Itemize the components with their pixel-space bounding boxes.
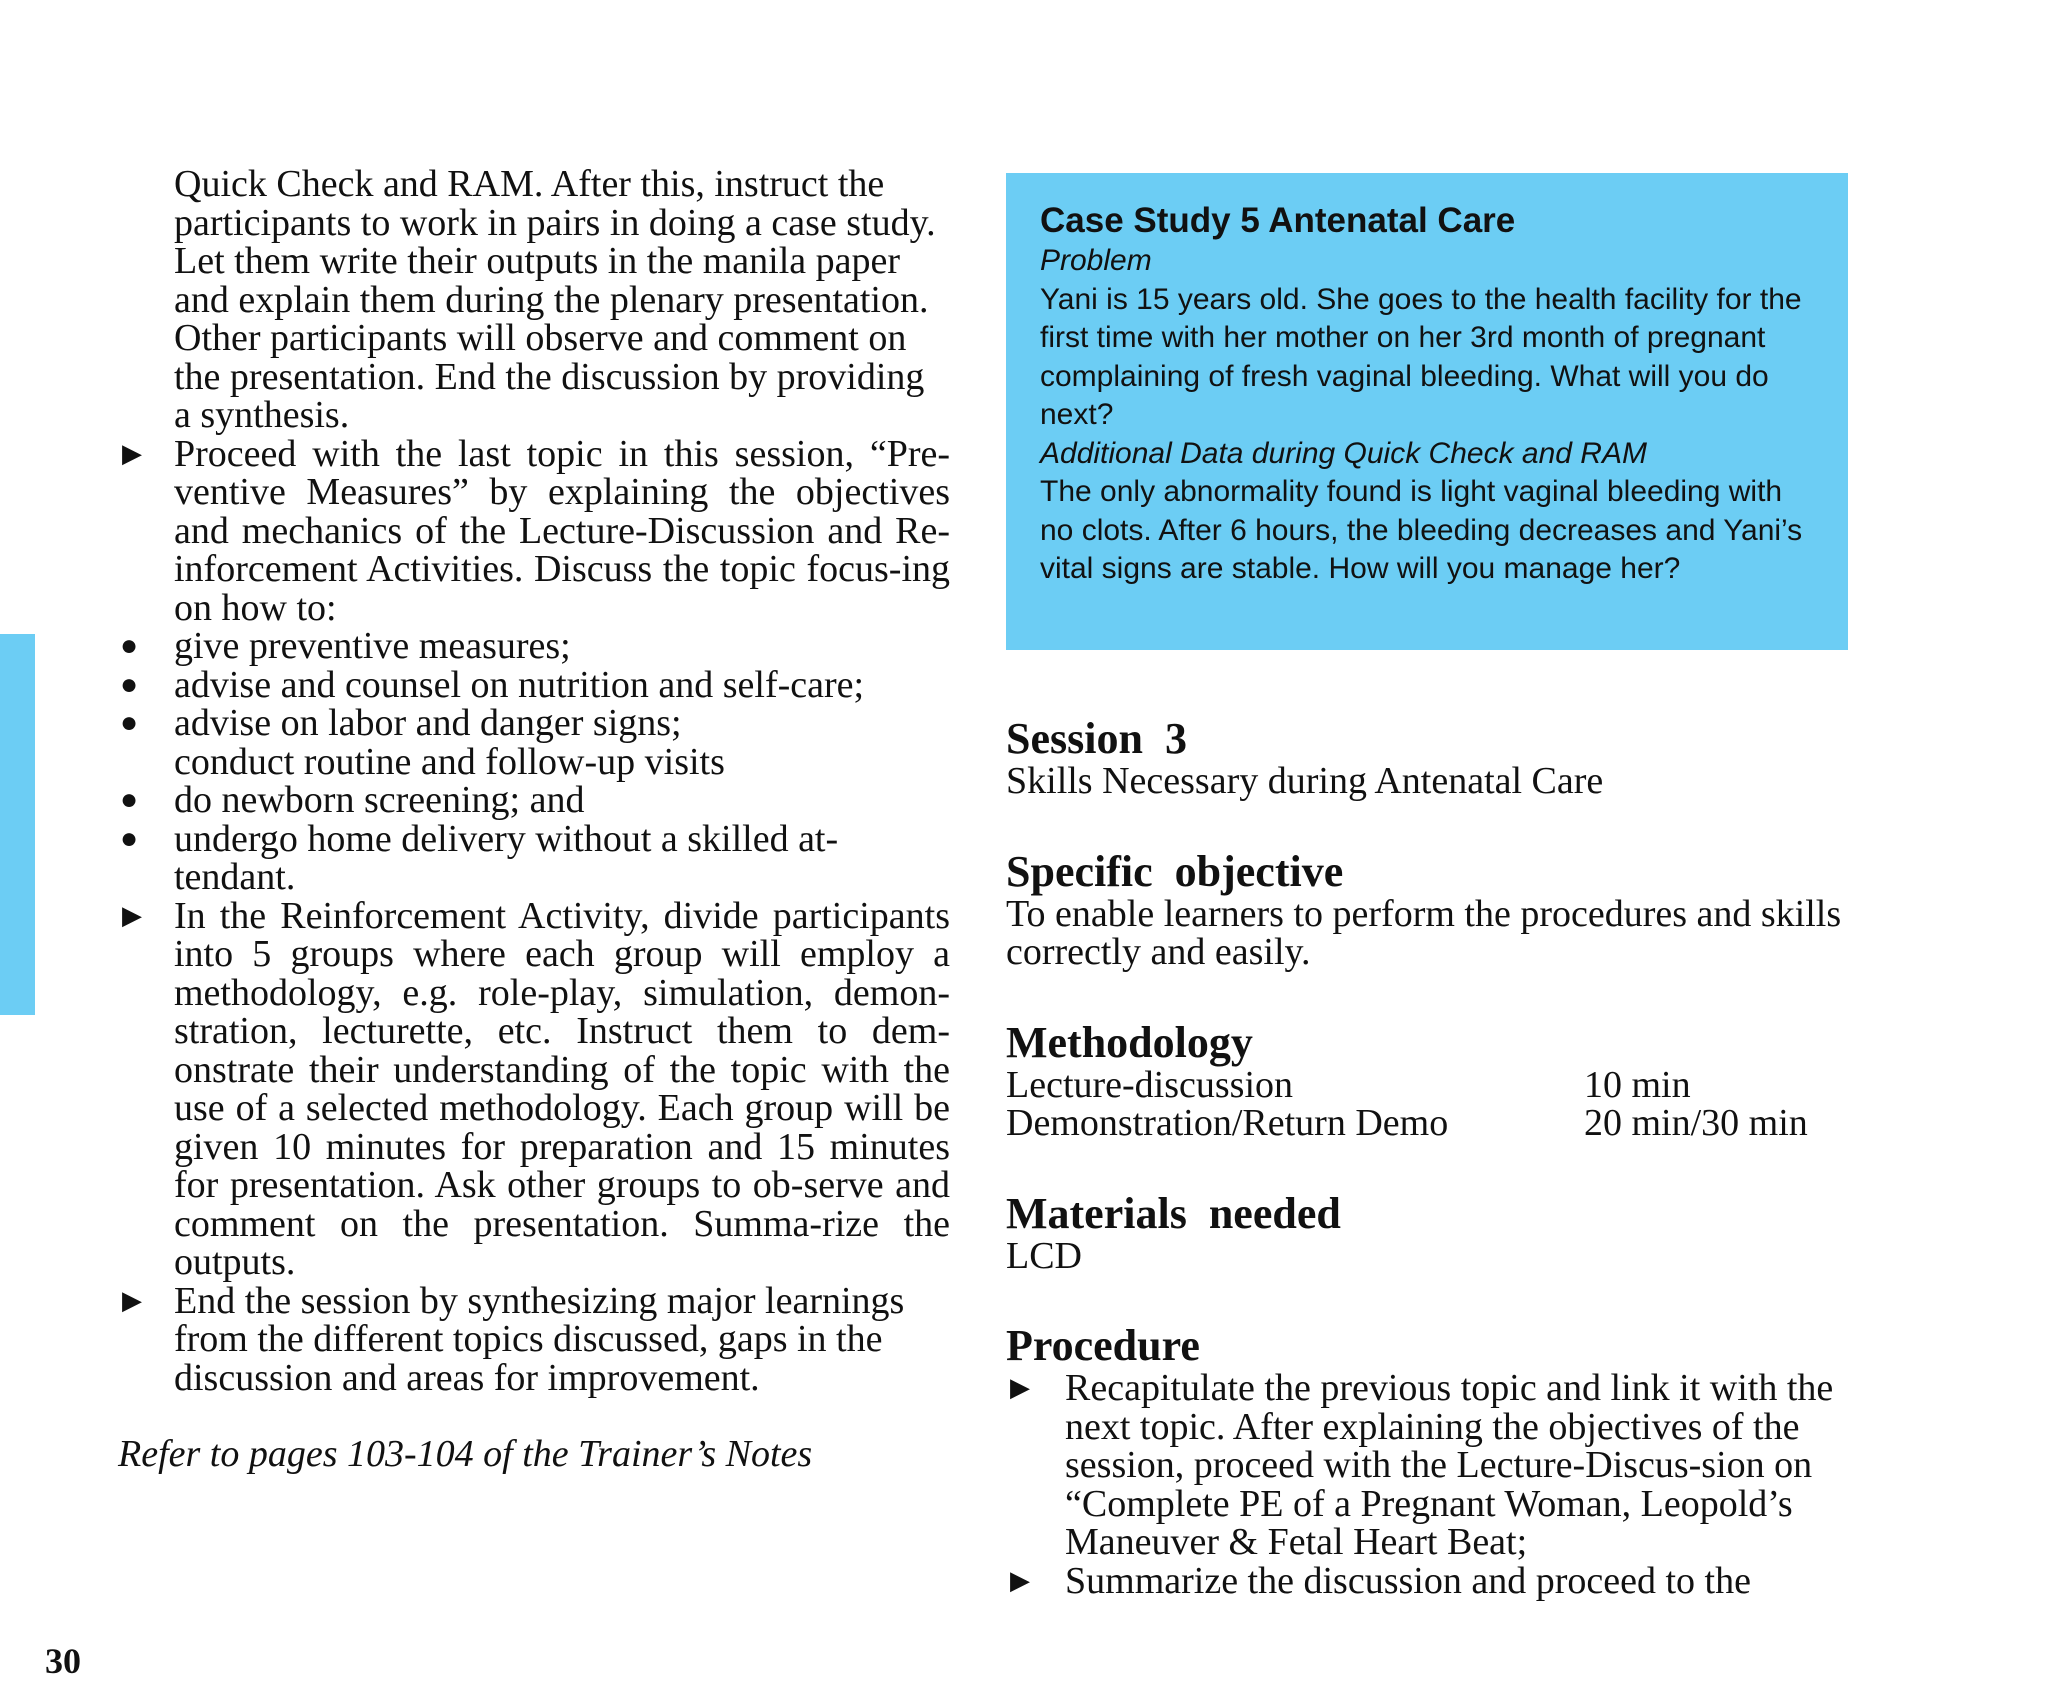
- materials-text: LCD: [1006, 1234, 1082, 1277]
- triangle-bullet-icon: ▶: [122, 438, 142, 468]
- procedure-heading: Procedure: [1006, 1321, 1200, 1370]
- bullet-dot-icon: ●: [120, 667, 139, 701]
- page-number: 30: [45, 1641, 81, 1681]
- procedure-item: [1006, 1369, 1848, 1562]
- additional-data-heading: Additional Data during Quick Check and RAM: [1040, 436, 1647, 470]
- method-time: 20 min/30 min: [1584, 1102, 1808, 1144]
- method-name: Demonstration/Return Demo: [1006, 1102, 1449, 1144]
- case-study-title: Case Study 5 Antenatal Care: [1040, 201, 1516, 240]
- materials-heading: Materials needed: [1006, 1188, 1341, 1238]
- right-column: [1006, 716, 1848, 1600]
- methodology-row: [1006, 1063, 1848, 1106]
- session-title: Session 3: [1006, 714, 1187, 763]
- arrow-item-text: In the Reinforcement Activity, divide participants into 5 groups where each group will employ a methodology, e.g. role-play, simulation, demon-stration, lecturette, etc. Instruct them to dem-onstrate their understanding of the topic with the use of a selected methodology. Each group will be given 10 minutes for preparation and 15 minutes for presentation. Ask other groups to ob-serve and comment on the presentation. Summa-rize the outputs.: [174, 894, 950, 1283]
- list-item: conduct routine and follow-up visits: [174, 740, 725, 783]
- arrow-item-preventive: [118, 432, 950, 629]
- arrow-item-text: Proceed with the last topic in this session, “Pre-ventive Measures” by explaining the objectives and mechanics of the Lecture-Discussion and Re-inforcement Activities. Discuss the topic focus-ing on how to:: [174, 432, 950, 629]
- objective-heading: Specific objective: [1006, 846, 1344, 896]
- problem-heading: Problem: [1040, 244, 1152, 277]
- triangle-bullet-icon: ▶: [1010, 1373, 1030, 1402]
- procedure-item-text: Recapitulate the previous topic and link it with the next topic. After explaining the objectives of the session, proceed with the Lecture-Discus-sion on “Complete PE of a Pregnant Woman, Leopold’s Maneuver & Fetal Heart Beat;: [1065, 1367, 1834, 1563]
- list-item: ● undergo home delivery without a skilled at-tendant.: [120, 817, 839, 898]
- refer-note: Refer to pages 103-104 of the Trainer’s Notes: [118, 1433, 813, 1475]
- bullet-dot-icon: ●: [120, 783, 139, 816]
- side-tab-marker: [0, 634, 35, 1015]
- bullet-dot-icon: ●: [120, 821, 139, 855]
- triangle-bullet-icon: ▶: [1010, 1565, 1030, 1595]
- case-study-box: [1006, 173, 1848, 650]
- methodology-row: [1006, 1104, 1848, 1143]
- objective-text: To enable learners to perform the procedures and skills correctly and easily.: [1006, 892, 1842, 973]
- left-column: [118, 165, 950, 1474]
- topic-bullet-list: [118, 627, 950, 897]
- list-item: ● advise and counsel on nutrition and self-care;: [120, 663, 865, 706]
- method-name: Lecture-discussion: [1006, 1063, 1294, 1106]
- additional-data-text: The only abnormality found is light vaginal bleeding with no clots. After 6 hours, the bleeding decreases and Yani’s vital signs are stable. How will you manage her?: [1040, 475, 1803, 585]
- triangle-bullet-icon: ▶: [122, 900, 142, 930]
- triangle-bullet-icon: ▶: [122, 1285, 142, 1315]
- list-item: ● advise on labor and danger signs;: [120, 702, 682, 744]
- list-item: ● give preventive measures;: [120, 625, 571, 667]
- list-item: ● do newborn screening; and: [120, 779, 585, 821]
- bullet-dot-icon: ●: [120, 706, 139, 739]
- procedure-item-text: Summarize the discussion and proceed to the: [1065, 1559, 1751, 1602]
- methodology-heading: Methodology: [1006, 1017, 1253, 1067]
- bullet-dot-icon: ●: [120, 629, 139, 662]
- arrow-item-end-session: [118, 1279, 950, 1399]
- session-subtitle: Skills Necessary during Antenatal Care: [1006, 760, 1604, 802]
- method-time: 10 min: [1584, 1063, 1691, 1106]
- procedure-item: [1006, 1559, 1848, 1602]
- intro-paragraph: Quick Check and RAM. After this, instruct the participants to work in pairs in doing a case study. Let them write their outputs in the manila paper and explain them during the plenary presentation. Other participants will observe and comment on the presentation. End the discussion by providing a synthesis.: [174, 163, 936, 436]
- arrow-item-reinforcement: [118, 894, 950, 1283]
- problem-text: Yani is 15 years old. She goes to the health facility for the first time with her mother on her 3rd month of pregnant complaining of fresh vaginal bleeding. What will you do next?: [1040, 282, 1802, 431]
- arrow-item-text: End the session by synthesizing major learnings from the different topics discussed, gaps in the discussion and areas for improvement.: [174, 1279, 905, 1399]
